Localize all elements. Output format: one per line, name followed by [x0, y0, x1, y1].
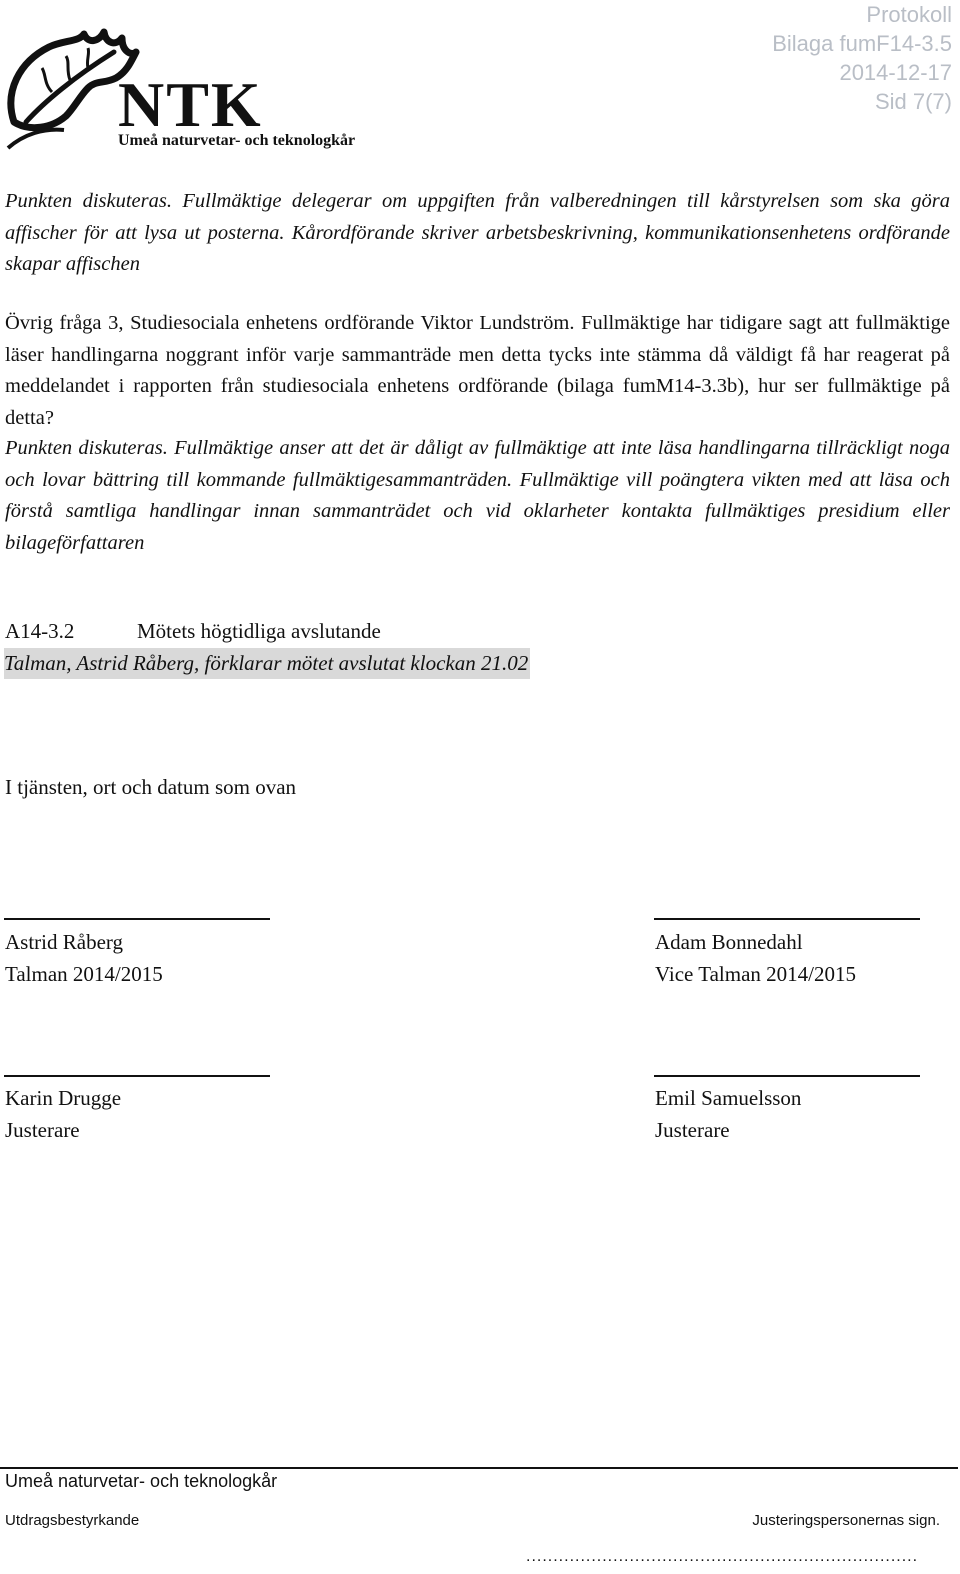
agenda-item-number: A14-3.2 — [5, 619, 75, 643]
footer-org: Umeå naturvetar- och teknologkår — [5, 1471, 278, 1491]
signature-role-talman: Talman 2014/2015 — [5, 962, 163, 986]
signature-line-vice-talman — [654, 918, 920, 920]
attachment-id: Bilaga fumF14-3.5 — [772, 31, 952, 56]
document-header — [772, 0, 952, 116]
footer-dotted-line: ........................................................................ — [526, 1548, 919, 1564]
ntk-logo — [4, 22, 356, 152]
logo-acronym: NTK — [118, 69, 263, 140]
signature-name-justerare-2: Emil Samuelsson — [655, 1086, 802, 1110]
page-number: Sid 7(7) — [874, 89, 952, 114]
signature-line-justerare-2 — [654, 1075, 920, 1077]
signature-line-talman — [4, 918, 270, 920]
signature-name-justerare-1: Karin Drugge — [5, 1086, 122, 1110]
signature-role-justerare-1: Justerare — [5, 1118, 80, 1142]
footer-adjusters-sign: Justeringspersonernas sign. — [752, 1512, 940, 1529]
paragraph-discussion-2: Punkten diskuteras. Fullmäktige anser att det är dåligt av fullmäktige att inte läsa handlingarna tillräckligt noga och lovar bättring till kommande fullmäktigesammanträden. Fullmäktige vill poängtera vikten med att läsa och förstå samtliga handlingar innan sammanträdet och vid oklarheter kontakta fullmäktiges presidium eller bilageförfattaren — [5, 437, 950, 554]
paragraph-other-question-3: Övrig fråga 3, Studiesociala enhetens ordförande Viktor Lundström. Fullmäktige har tidigare sagt att fullmäktige läser handlingarna noggrant inför varje sammanträde men detta tycks inte stämma då väldigt få har reagerat på meddelandet i rapporten från studiesociala enhetens ordförande (bilaga fumM14-3.3b), hur ser fullmäktige på detta? — [5, 312, 950, 429]
signature-role-justerare-2: Justerare — [655, 1118, 730, 1142]
signature-name-vice-talman: Adam Bonnedahl — [655, 930, 803, 954]
doc-date: 2014-12-17 — [839, 60, 952, 85]
footer-extract-certified: Utdragsbestyrkande — [5, 1512, 140, 1529]
logo-tagline: Umeå naturvetar- och teknologkår — [118, 132, 356, 149]
doc-type: Protokoll — [866, 2, 952, 27]
service-line: I tjänsten, ort och datum som ovan — [5, 775, 297, 799]
footer-divider — [0, 1467, 958, 1469]
signature-role-vice-talman: Vice Talman 2014/2015 — [655, 962, 857, 986]
signature-name-talman: Astrid Råberg — [5, 930, 124, 954]
paragraph-discussion-1: Punkten diskuteras. Fullmäktige delegerar om uppgiften från valberedningen till kårstyrelsen som ska göra affischer för att lysa ut posterna. Kårordförande skriver arbetsbeskrivning, kommunikationsenhetens ordförande skapar affischen — [5, 190, 950, 275]
signature-line-justerare-1 — [4, 1075, 270, 1077]
agenda-item-title: Mötets högtidliga avslutande — [137, 619, 381, 643]
closing-statement: Talman, Astrid Råberg, förklarar mötet avslutat klockan 21.02 — [4, 648, 530, 679]
